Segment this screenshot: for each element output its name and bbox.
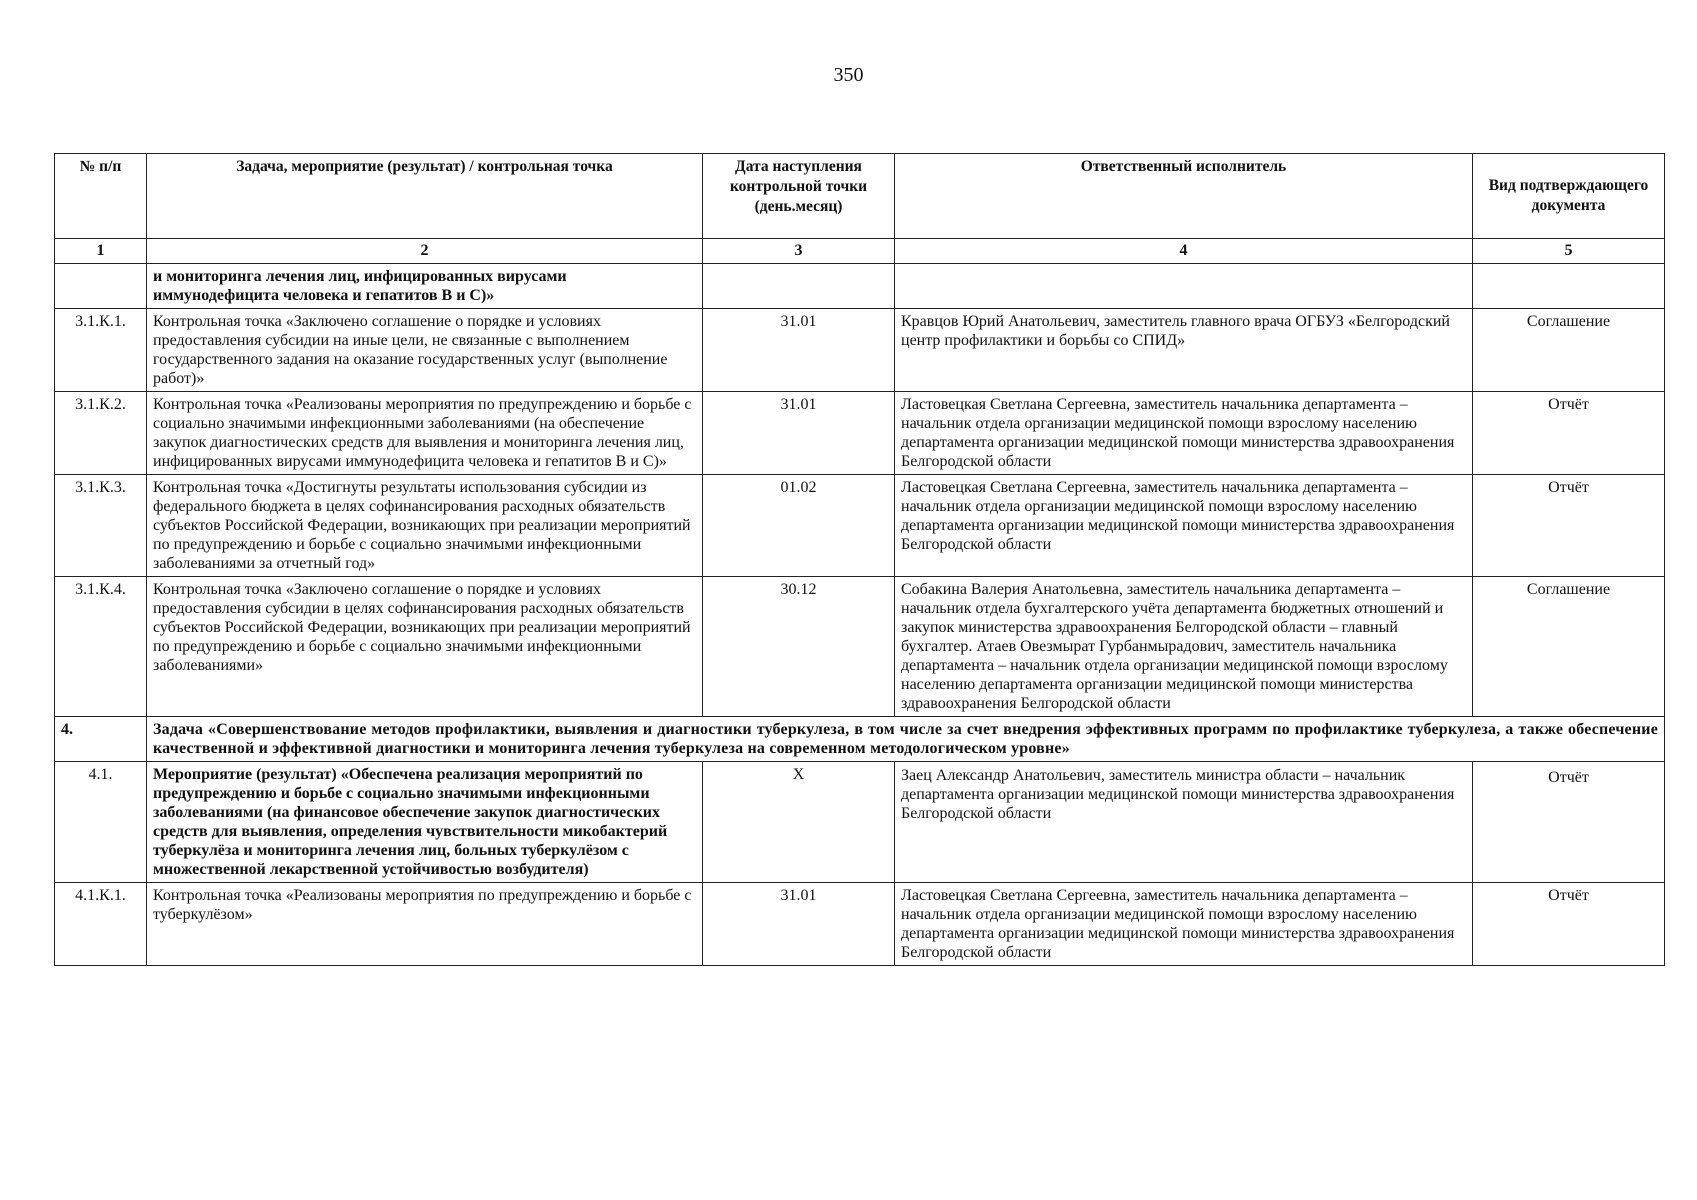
row-document: Соглашение [1473,309,1665,392]
table-row [55,762,1665,883]
row-document: Соглашение [1473,577,1665,717]
row-task: Контрольная точка «Заключено соглашение о порядке и условиях предоставления субсидии в целях софинансирования расходных обязательств субъектов Российской Федерации, возникающих при реализации мероприятий по предупреждению и борьбе с социально значимыми инфекционными заболеваниями» [147,577,703,717]
row-number: 4.1.К.1. [55,883,147,966]
table-row [55,475,1665,577]
column-number-row [55,239,1665,264]
row-document: Отчёт [1473,883,1665,966]
row-date: 30.12 [703,577,895,717]
row-date: X [703,762,895,883]
row-document: Отчёт [1473,475,1665,577]
control-points-table [54,153,1665,966]
row-date: 31.01 [703,883,895,966]
table-row [55,392,1665,475]
row-number: 4.1. [55,762,147,883]
row-task: Контрольная точка «Достигнуты результаты использования субсидии из федерального бюджета в целях софинансирования расходных обязательств субъектов Российской Федерации, возникающих при реализации мероприятий по предупреждению и борьбе с социально значимыми инфекционными заболеваниями за отчетный год» [147,475,703,577]
continuation-row [55,264,1665,309]
column-number: 5 [1473,239,1665,264]
header-no: № п/п [55,154,147,239]
column-number: 2 [147,239,703,264]
row-responsible: Ластовецкая Светлана Сергеевна, заместитель начальника департамента – начальник отдела организации медицинской помощи взрослому населению департамента организации медицинской помощи министерства здравоохранения Белгородской области [895,392,1473,475]
row-responsible: Ластовецкая Светлана Сергеевна, заместитель начальника департамента – начальник отдела организации медицинской помощи взрослому населению департамента организации медицинской помощи министерства здравоохранения Белгородской области [895,883,1473,966]
header-task: Задача, мероприятие (результат) / контрольная точка [147,154,703,239]
row-document: Отчёт [1473,392,1665,475]
page-number: 350 [833,64,864,86]
row-number: 3.1.К.1. [55,309,147,392]
header-document: Вид подтверждающего документа [1473,154,1665,239]
header-date: Дата наступления контрольной точки (день.месяц) [703,154,895,239]
row-date: 31.01 [703,392,895,475]
row-responsible: Ластовецкая Светлана Сергеевна, заместитель начальника департамента – начальник отдела организации медицинской помощи взрослому населению департамента организации медицинской помощи министерства здравоохранения Белгородской области [895,475,1473,577]
column-number: 4 [895,239,1473,264]
row-task: Контрольная точка «Реализованы мероприятия по предупреждению и борьбе с туберкулёзом» [147,883,703,966]
column-number: 1 [55,239,147,264]
row-document: Отчёт [1473,762,1665,883]
row-responsible: Собакина Валерия Анатольевна, заместитель начальника департамента – начальник отдела бухгалтерского учёта департамента бюджетных отношений и закупок министерства здравоохранения Белгородской области – главный бухгалтер. Атаев Овезмырат Гурбанмырадович, заместитель начальника департамента – начальник отдела организации медицинской помощи взрослому населению департамента организации медицинской помощи министерства здравоохранения Белгородской области [895,577,1473,717]
task-text: Задача «Совершенствование методов профилактики, выявления и диагностики туберкулеза, в том числе за счет внедрения эффективных программ по профилактике туберкулеза, а также обеспечение качественной и эффективной диагностики и мониторинга лечения туберкулеза на современном методологическом уровне» [147,717,1665,762]
column-number: 3 [703,239,895,264]
row-number: 3.1.К.3. [55,475,147,577]
table-row [55,309,1665,392]
header-row [55,154,1665,239]
row-responsible: Заец Александр Анатольевич, заместитель министра области – начальник департамента организации медицинской помощи министерства здравоохранения Белгородской области [895,762,1473,883]
continuation-text: и мониторинга лечения лиц, инфицированных вирусами иммунодефицита человека и гепатитов В и С)» [147,264,703,309]
row-task: Контрольная точка «Реализованы мероприятия по предупреждению и борьбе с социально значимыми инфекционными заболеваниями (на обеспечение закупок диагностических средств для выявления и мониторинга лечения лиц, инфицированных вирусами иммунодефицита человека и гепатитов В и С)» [147,392,703,475]
row-number: 3.1.К.4. [55,577,147,717]
header-responsible: Ответственный исполнитель [895,154,1473,239]
task-row [55,717,1665,762]
table-row [55,577,1665,717]
row-number: 3.1.К.2. [55,392,147,475]
row-date: 01.02 [703,475,895,577]
row-date: 31.01 [703,309,895,392]
task-number: 4. [55,717,147,762]
table-row [55,883,1665,966]
row-task: Контрольная точка «Заключено соглашение о порядке и условиях предоставления субсидии на иные цели, не связанные с выполнением государственного задания на оказание государственных услуг (выполнение работ)» [147,309,703,392]
row-responsible: Кравцов Юрий Анатольевич, заместитель главного врача ОГБУЗ «Белгородский центр профилактики и борьбы со СПИД» [895,309,1473,392]
row-task: Мероприятие (результат) «Обеспечена реализация мероприятий по предупреждению и борьбе с социально значимыми инфекционными заболеваниями (на финансовое обеспечение закупок диагностических средств для выявления, определения чувствительности микобактерий туберкулёза и мониторинга лечения лиц, больных туберкулёзом с множественной лекарственной устойчивостью возбудителя) [147,762,703,883]
